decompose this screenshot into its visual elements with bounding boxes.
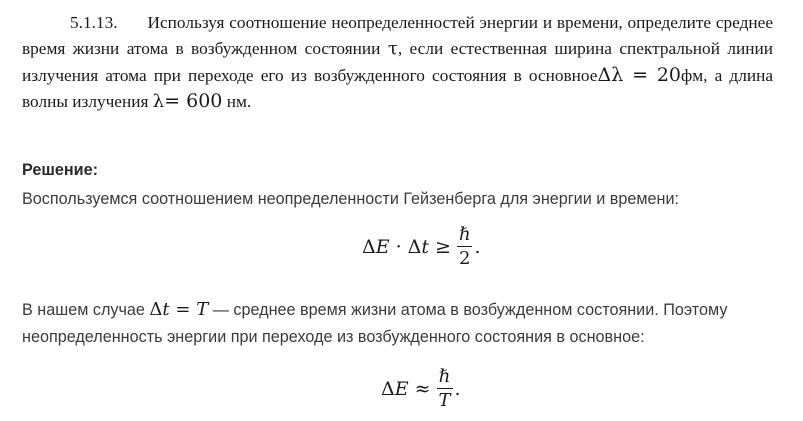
approx-operator: ≈ xyxy=(414,378,431,400)
equation-period: . xyxy=(474,236,481,258)
hbar-over-T-fraction xyxy=(437,368,453,410)
delta-lambda-expression: Δλ = 20 xyxy=(597,64,682,86)
delta-symbol: Δ xyxy=(407,236,422,258)
ge-operator: ≥ xyxy=(435,236,451,258)
problem-text-2b: , если естественная ширина спектральной линии xyxy=(397,39,773,58)
problem-text-3b: , а длина xyxy=(703,66,773,85)
time-symbol: t xyxy=(421,236,430,258)
hbar-symbol: ℏ xyxy=(438,366,451,387)
fraction-denominator: T xyxy=(438,390,451,411)
tau-symbol: τ xyxy=(387,38,398,59)
delta-symbol: Δ xyxy=(362,236,376,258)
heisenberg-equation xyxy=(362,226,481,268)
problem-number: 5.1.13. xyxy=(70,13,118,32)
problem-text-2a: время жизни атома в возбужденном состоянии xyxy=(22,39,381,58)
hbar-symbol: ℏ xyxy=(458,224,471,245)
solution-paragraph-1: Воспользуемся соотношением неопределенности Гейзенберга для энергии и времени: xyxy=(22,190,680,208)
fraction-denominator: 2 xyxy=(459,248,471,269)
delta-symbol: Δ xyxy=(381,378,395,400)
energy-uncertainty-equation xyxy=(381,368,461,410)
energy-symbol: E xyxy=(375,236,390,258)
problem-text-3a: излучения атома при переходе его из возбужденного состояния в основное xyxy=(22,66,598,85)
problem-text-1: Используя соотношение неопределенностей энергии и времени, определите среднее xyxy=(147,13,773,32)
equals-operator: = xyxy=(169,299,197,320)
problem-text-4a: волны излучения xyxy=(22,92,149,111)
problem-line-3 xyxy=(22,62,773,88)
equation-period: . xyxy=(454,378,461,400)
delta-lambda-unit: фм xyxy=(681,66,704,85)
solution-paragraph-3: неопределенность энергии при переходе из возбужденного состояния в основное: xyxy=(22,328,645,346)
delta-symbol: Δ xyxy=(149,299,163,320)
problem-statement xyxy=(22,10,773,114)
problem-line-4 xyxy=(22,88,773,114)
energy-symbol: E xyxy=(394,378,409,400)
lifetime-symbol: T xyxy=(196,299,209,320)
lambda-value: = 600 xyxy=(164,90,223,112)
paragraph-2-text-a: В нашем случае xyxy=(22,301,150,319)
solution-paragraph-2 xyxy=(22,299,727,320)
paragraph-2-text-b: — среднее время жизни атома в возбужденном состоянии. Поэтому xyxy=(208,301,728,319)
inline-dt-equals-T xyxy=(149,299,208,320)
problem-line-1 xyxy=(22,10,773,36)
solution-heading: Решение: xyxy=(22,161,99,179)
lambda-symbol: λ xyxy=(152,91,165,112)
dot-operator: · xyxy=(395,236,402,258)
hbar-over-2-fraction xyxy=(457,226,473,268)
problem-line-2 xyxy=(22,36,773,62)
time-symbol: t xyxy=(162,299,170,320)
lambda-unit: нм. xyxy=(222,92,252,111)
